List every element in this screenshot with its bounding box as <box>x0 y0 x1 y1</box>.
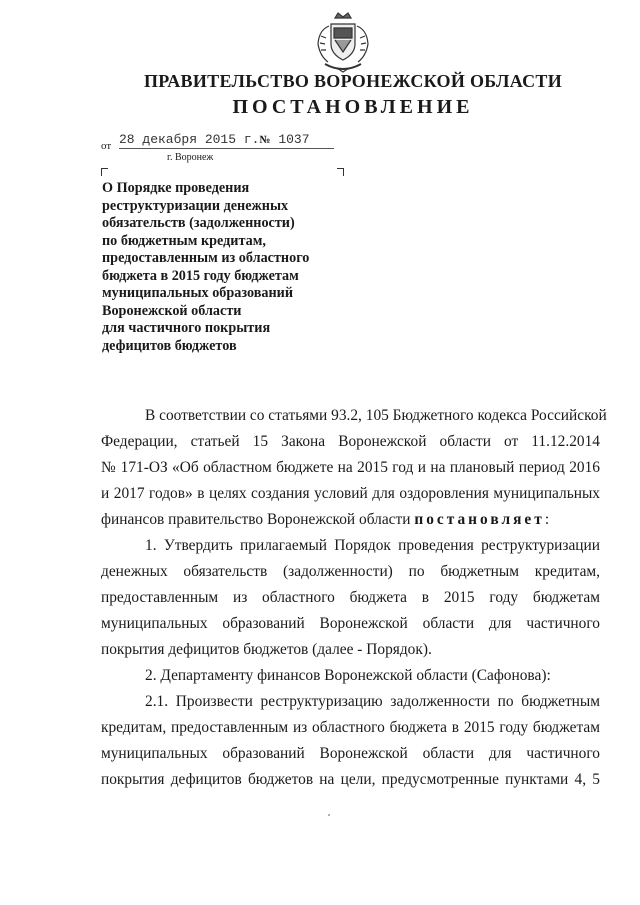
body-line: денежных обязательств (задолженности) по бюджетным кредитам, <box>101 563 600 580</box>
item-1-paragraph <box>101 533 600 663</box>
subject-line: по бюджетным кредитам, <box>102 232 266 249</box>
date-prefix: от <box>101 140 112 152</box>
subject-line: реструктуризации денежных <box>102 197 289 214</box>
body-line: Федерации, статьей 15 Закона Воронежской области от 11.12.2014 <box>101 433 600 450</box>
preamble-last-text: финансов правительство Воронежской области <box>101 511 411 528</box>
date-number-row <box>101 132 351 152</box>
corner-bracket-right <box>337 168 344 176</box>
body-line: муниципальных образований Воронежской области для частичного <box>101 745 600 762</box>
subject-line: О Порядке проведения <box>102 180 250 196</box>
document-subject <box>102 180 362 355</box>
number-label: № <box>259 134 271 146</box>
subject-line: Воронежской области <box>102 302 242 319</box>
decree-colon: : <box>544 511 550 528</box>
body-line: предоставленным из областного бюджета в 2015 году бюджетам <box>101 589 600 606</box>
body-line: 1. Утвердить прилагаемый Порядок проведения реструктуризации <box>145 537 600 554</box>
item-2-1-paragraph <box>101 689 600 793</box>
subject-line: дефицитов бюджетов <box>102 337 237 354</box>
document-date: 28 декабря 2015 г. <box>119 132 260 147</box>
subject-line: для частичного покрытия <box>102 320 271 336</box>
item-2-paragraph <box>101 663 600 689</box>
subject-line: обязательств (задолженности) <box>102 215 295 231</box>
body-line: и 2017 годов» в целях создания условий для оздоровления муниципальных <box>101 485 600 502</box>
body-line: 2. Департаменту финансов Воронежской области (Сафонова): <box>145 667 551 684</box>
coat-of-arms-icon <box>313 10 373 74</box>
date-field <box>119 132 334 149</box>
body-line: 2.1. Произвести реструктуризацию задолженности по бюджетным <box>145 693 600 710</box>
document-type: ПОСТАНОВЛЕНИЕ <box>232 96 474 118</box>
body-line: В соответствии со статьями 93.2, 105 Бюджетного кодекса Российской <box>145 407 607 424</box>
government-title: ПРАВИТЕЛЬСТВО ВОРОНЕЖСКОЙ ОБЛАСТИ <box>143 71 563 91</box>
corner-bracket-left <box>101 168 108 176</box>
decree-word: постановляет <box>414 511 545 528</box>
body-line: кредитам, предоставленным из областного бюджета в 2015 году бюджетам <box>101 719 600 736</box>
body-line: покрытия дефицитов бюджетов на цели, предусмотренные пунктами 4, 5 <box>101 771 600 788</box>
subject-line: бюджета в 2015 году бюджетам <box>102 267 299 284</box>
body-line <box>101 507 600 533</box>
preamble-paragraph <box>101 403 607 533</box>
body-line: № 171-ОЗ «Об областном бюджете на 2015 год и на плановый период 2016 <box>101 459 600 476</box>
subject-line: муниципальных образований <box>102 285 294 301</box>
body-line: покрытия дефицитов бюджетов (далее - Порядок). <box>101 641 432 658</box>
document-number: 1037 <box>278 132 310 147</box>
body-line: муниципальных образований Воронежской области для частичного <box>101 615 600 632</box>
page-mark <box>328 814 330 816</box>
subject-line: предоставленным из областного <box>102 250 310 266</box>
city: г. Воронеж <box>167 152 214 163</box>
document-body <box>101 403 607 793</box>
